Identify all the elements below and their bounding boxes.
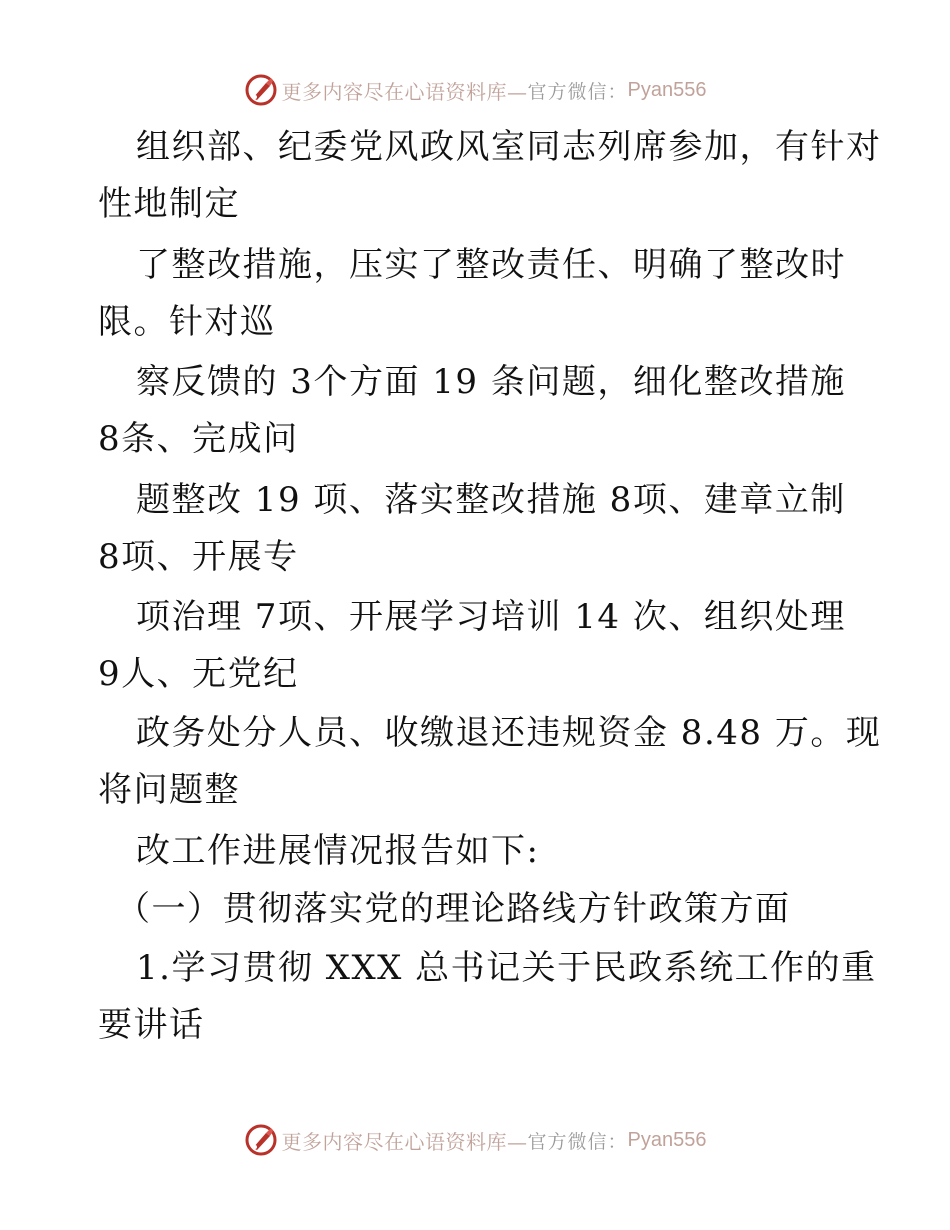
watermark-banner-top [0,70,950,110]
text-line: 9人、无党纪 [98,654,299,694]
quill-pen-logo-icon [244,73,278,107]
text-line: 题整改 19 项、落实整改措施 8项、建章立制 [136,480,846,520]
quill-pen-logo-icon [244,1123,278,1157]
text-line: 改工作进展情况报告如下: [136,831,540,871]
text-line: 1.学习贯彻 XXX 总书记关于民政系统工作的重 [136,948,877,988]
text-line: 了整改措施，压实了整改责任、明确了整改时 [136,245,846,285]
text-line: 性地制定 [98,184,240,224]
watermark-wechat-label: 官方微信： [527,1130,628,1153]
watermark-wechat-id: Pyan556 [627,1128,707,1151]
section-heading: （一）贯彻落实党的理论路线方针政策方面 [116,889,791,929]
text-line: 项治理 7项、开展学习培训 14 次、组织处理 [136,597,846,637]
watermark-wechat-id: Pyan556 [627,78,707,101]
text-line: 政务处分人员、收缴退还违规资金 8.48 万。现 [136,713,882,753]
text-line: 将问题整 [98,770,240,810]
watermark-main-text: 更多内容尽在心语资料库— [281,1129,528,1154]
text-line: 8条、完成问 [98,419,299,459]
watermark-banner-bottom [0,1120,950,1160]
text-line: 8项、开展专 [98,537,299,577]
text-line: 要讲话 [98,1005,205,1045]
text-line: 组织部、纪委党风政风室同志列席参加，有针对 [136,127,882,167]
text-line: 察反馈的 3个方面 19 条问题，细化整改措施 [136,362,846,402]
text-line: 限。针对巡 [98,302,276,342]
watermark-wechat-label: 官方微信： [527,80,628,103]
watermark-main-text: 更多内容尽在心语资料库— [281,79,528,104]
